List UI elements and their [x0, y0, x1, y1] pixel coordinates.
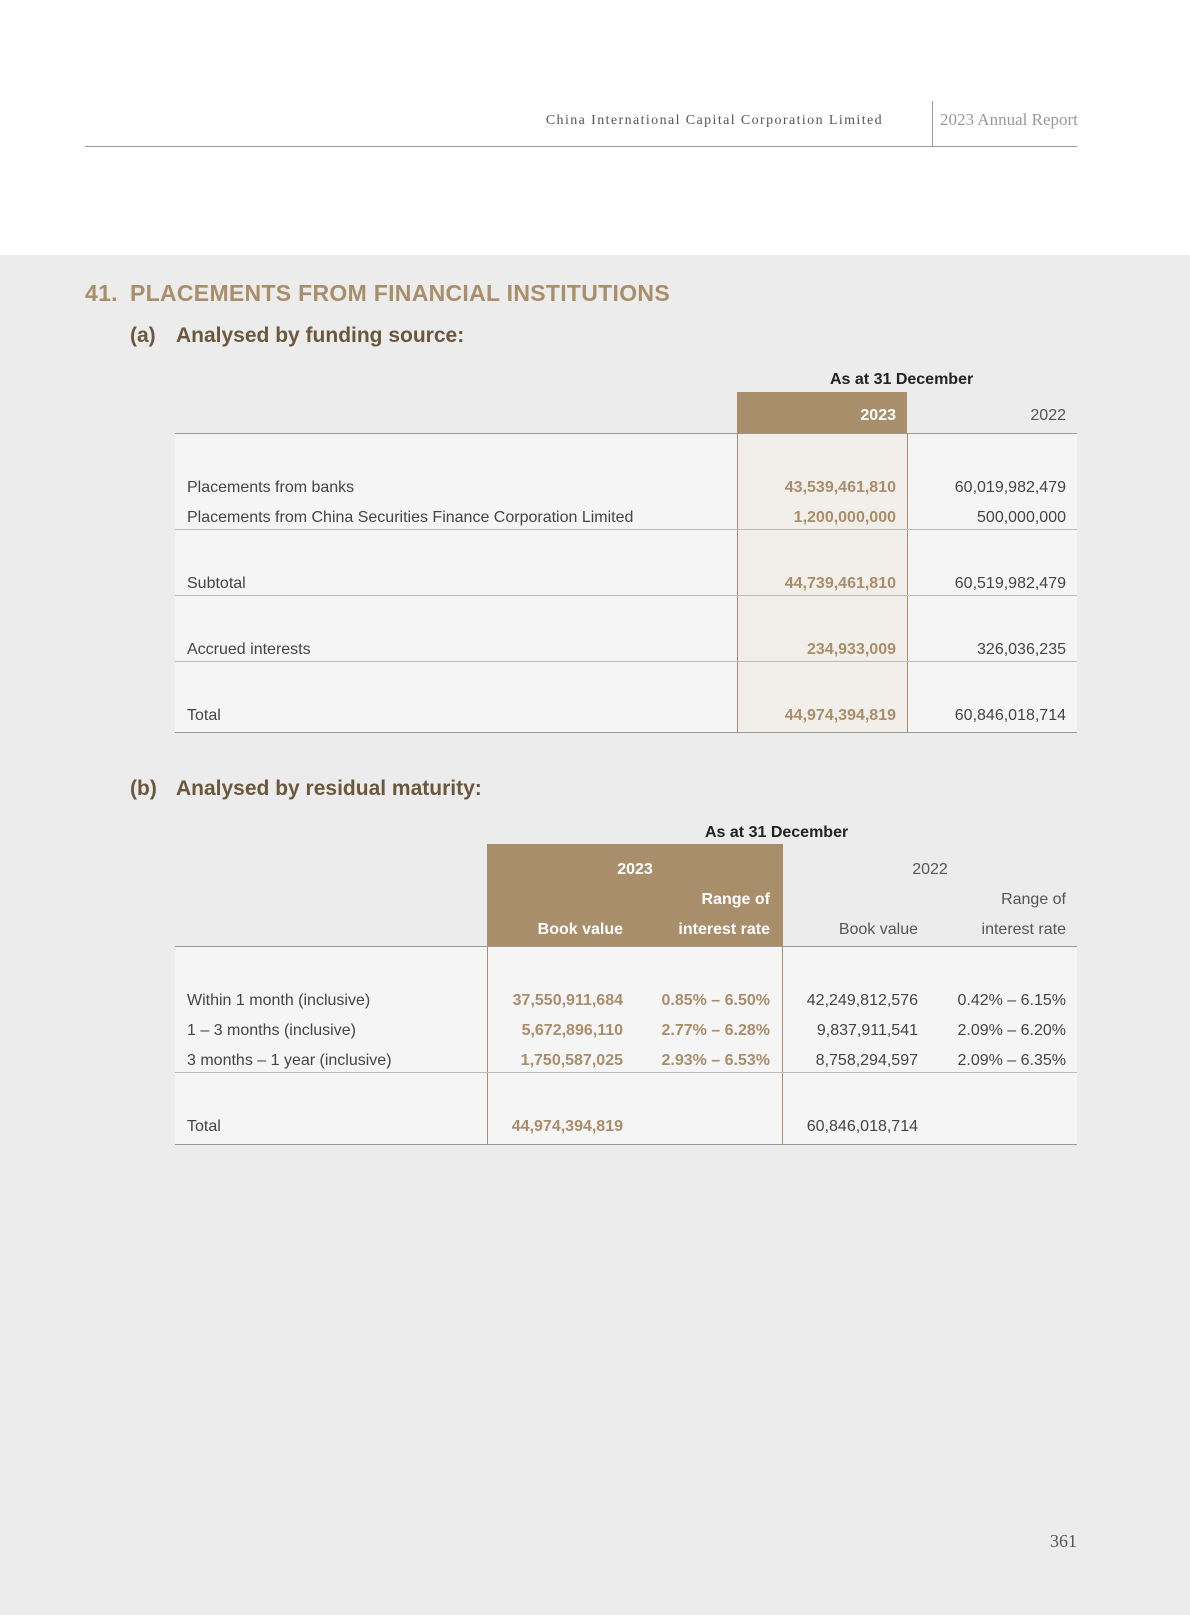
table-b-year-2023: 2023 — [617, 861, 653, 878]
subsection-b-title — [130, 777, 482, 801]
table-b-2022-book-value: Book value — [838, 921, 918, 938]
table-b-body — [175, 947, 1077, 1144]
section-heading: PLACEMENTS FROM FINANCIAL INSTITUTIONS — [130, 280, 670, 306]
table-a-col-2022: 2022 — [1030, 407, 1066, 424]
table-b-2023-book-value: Book value — [537, 921, 623, 938]
table-b-2022-range-of: Range of — [1001, 891, 1066, 908]
value-2022: 60,846,018,714 — [954, 707, 1066, 724]
table-b-year-2022: 2022 — [912, 861, 948, 878]
row-label: Placements from banks — [187, 479, 355, 496]
section-title — [85, 280, 670, 307]
value-2023: 1,200,000,000 — [793, 509, 896, 526]
table-b-highlight-left-border — [487, 946, 488, 1144]
book-value-2023: 1,750,587,025 — [520, 1052, 623, 1069]
subsection-b-heading: Analysed by residual maturity: — [176, 777, 482, 800]
header-company-name: China International Capital Corporation Limited — [545, 113, 883, 128]
book-value-2022: 8,758,294,597 — [815, 1052, 918, 1069]
header-report-title: 2023 Annual Report — [940, 110, 1078, 129]
subsection-a-title — [130, 324, 464, 348]
table-b-2022-interest-rate: interest rate — [981, 921, 1066, 938]
rate-range-2022: 2.09% – 6.20% — [957, 1022, 1066, 1039]
rate-range-2023: 2.93% – 6.53% — [661, 1052, 770, 1069]
value-2022: 60,519,982,479 — [954, 575, 1066, 592]
book-value-2022: 9,837,911,541 — [816, 1022, 918, 1039]
table-a-rule — [175, 595, 1077, 596]
rate-range-2022: 2.09% – 6.35% — [957, 1052, 1066, 1069]
subsection-a-heading: Analysed by funding source: — [176, 324, 465, 347]
value-2023: 43,539,461,810 — [784, 479, 896, 496]
value-2023: 44,974,394,819 — [784, 707, 896, 724]
value-2023: 234,933,009 — [807, 641, 896, 658]
row-label: Accrued interests — [187, 641, 311, 658]
book-value-2022: 42,249,812,576 — [806, 992, 918, 1009]
rate-range-2023: 2.77% – 6.28% — [661, 1022, 770, 1039]
book-value-2022: 60,846,018,714 — [806, 1118, 918, 1135]
header-rule — [85, 146, 1077, 147]
table-b-2023-interest-rate: interest rate — [678, 921, 770, 938]
row-label: Subtotal — [187, 575, 246, 592]
header-separator — [932, 101, 933, 147]
page-number: 361 — [1050, 1531, 1077, 1551]
table-a-group-header: As at 31 December — [830, 371, 974, 388]
table-a-col-2023: 2023 — [860, 407, 896, 424]
table-b-group-header: As at 31 December — [705, 824, 849, 841]
value-2022: 326,036,235 — [977, 641, 1066, 658]
table-a-bottom-rule — [175, 732, 1077, 733]
row-label: Placements from China Securities Finance Corporation Limited — [187, 509, 634, 526]
value-2023: 44,739,461,810 — [784, 575, 896, 592]
row-label: Within 1 month (inclusive) — [187, 992, 371, 1009]
subsection-b-label: (b) — [130, 777, 157, 800]
table-b-bottom-rule — [175, 1144, 1077, 1145]
value-2022: 500,000,000 — [977, 509, 1066, 526]
table-b-2023-range-of: Range of — [701, 891, 770, 908]
row-label: 1 – 3 months (inclusive) — [187, 1022, 356, 1039]
book-value-2023: 37,550,911,684 — [512, 992, 623, 1009]
table-a-rule — [175, 661, 1077, 662]
table-b-highlight-right-border — [782, 946, 783, 1144]
book-value-2023: 44,974,394,819 — [511, 1118, 623, 1135]
row-label: Total — [187, 707, 221, 724]
rate-range-2023: 0.85% – 6.50% — [661, 992, 770, 1009]
book-value-2023: 5,672,896,110 — [521, 1022, 623, 1039]
row-label: Total — [187, 1118, 221, 1135]
table-b-rule — [175, 1072, 1077, 1073]
table-a-rule — [175, 529, 1077, 530]
subsection-a-label: (a) — [130, 324, 156, 347]
section-number: 41. — [85, 280, 118, 306]
value-2022: 60,019,982,479 — [954, 479, 1066, 496]
row-label: 3 months – 1 year (inclusive) — [187, 1052, 392, 1069]
rate-range-2022: 0.42% – 6.15% — [957, 992, 1066, 1009]
